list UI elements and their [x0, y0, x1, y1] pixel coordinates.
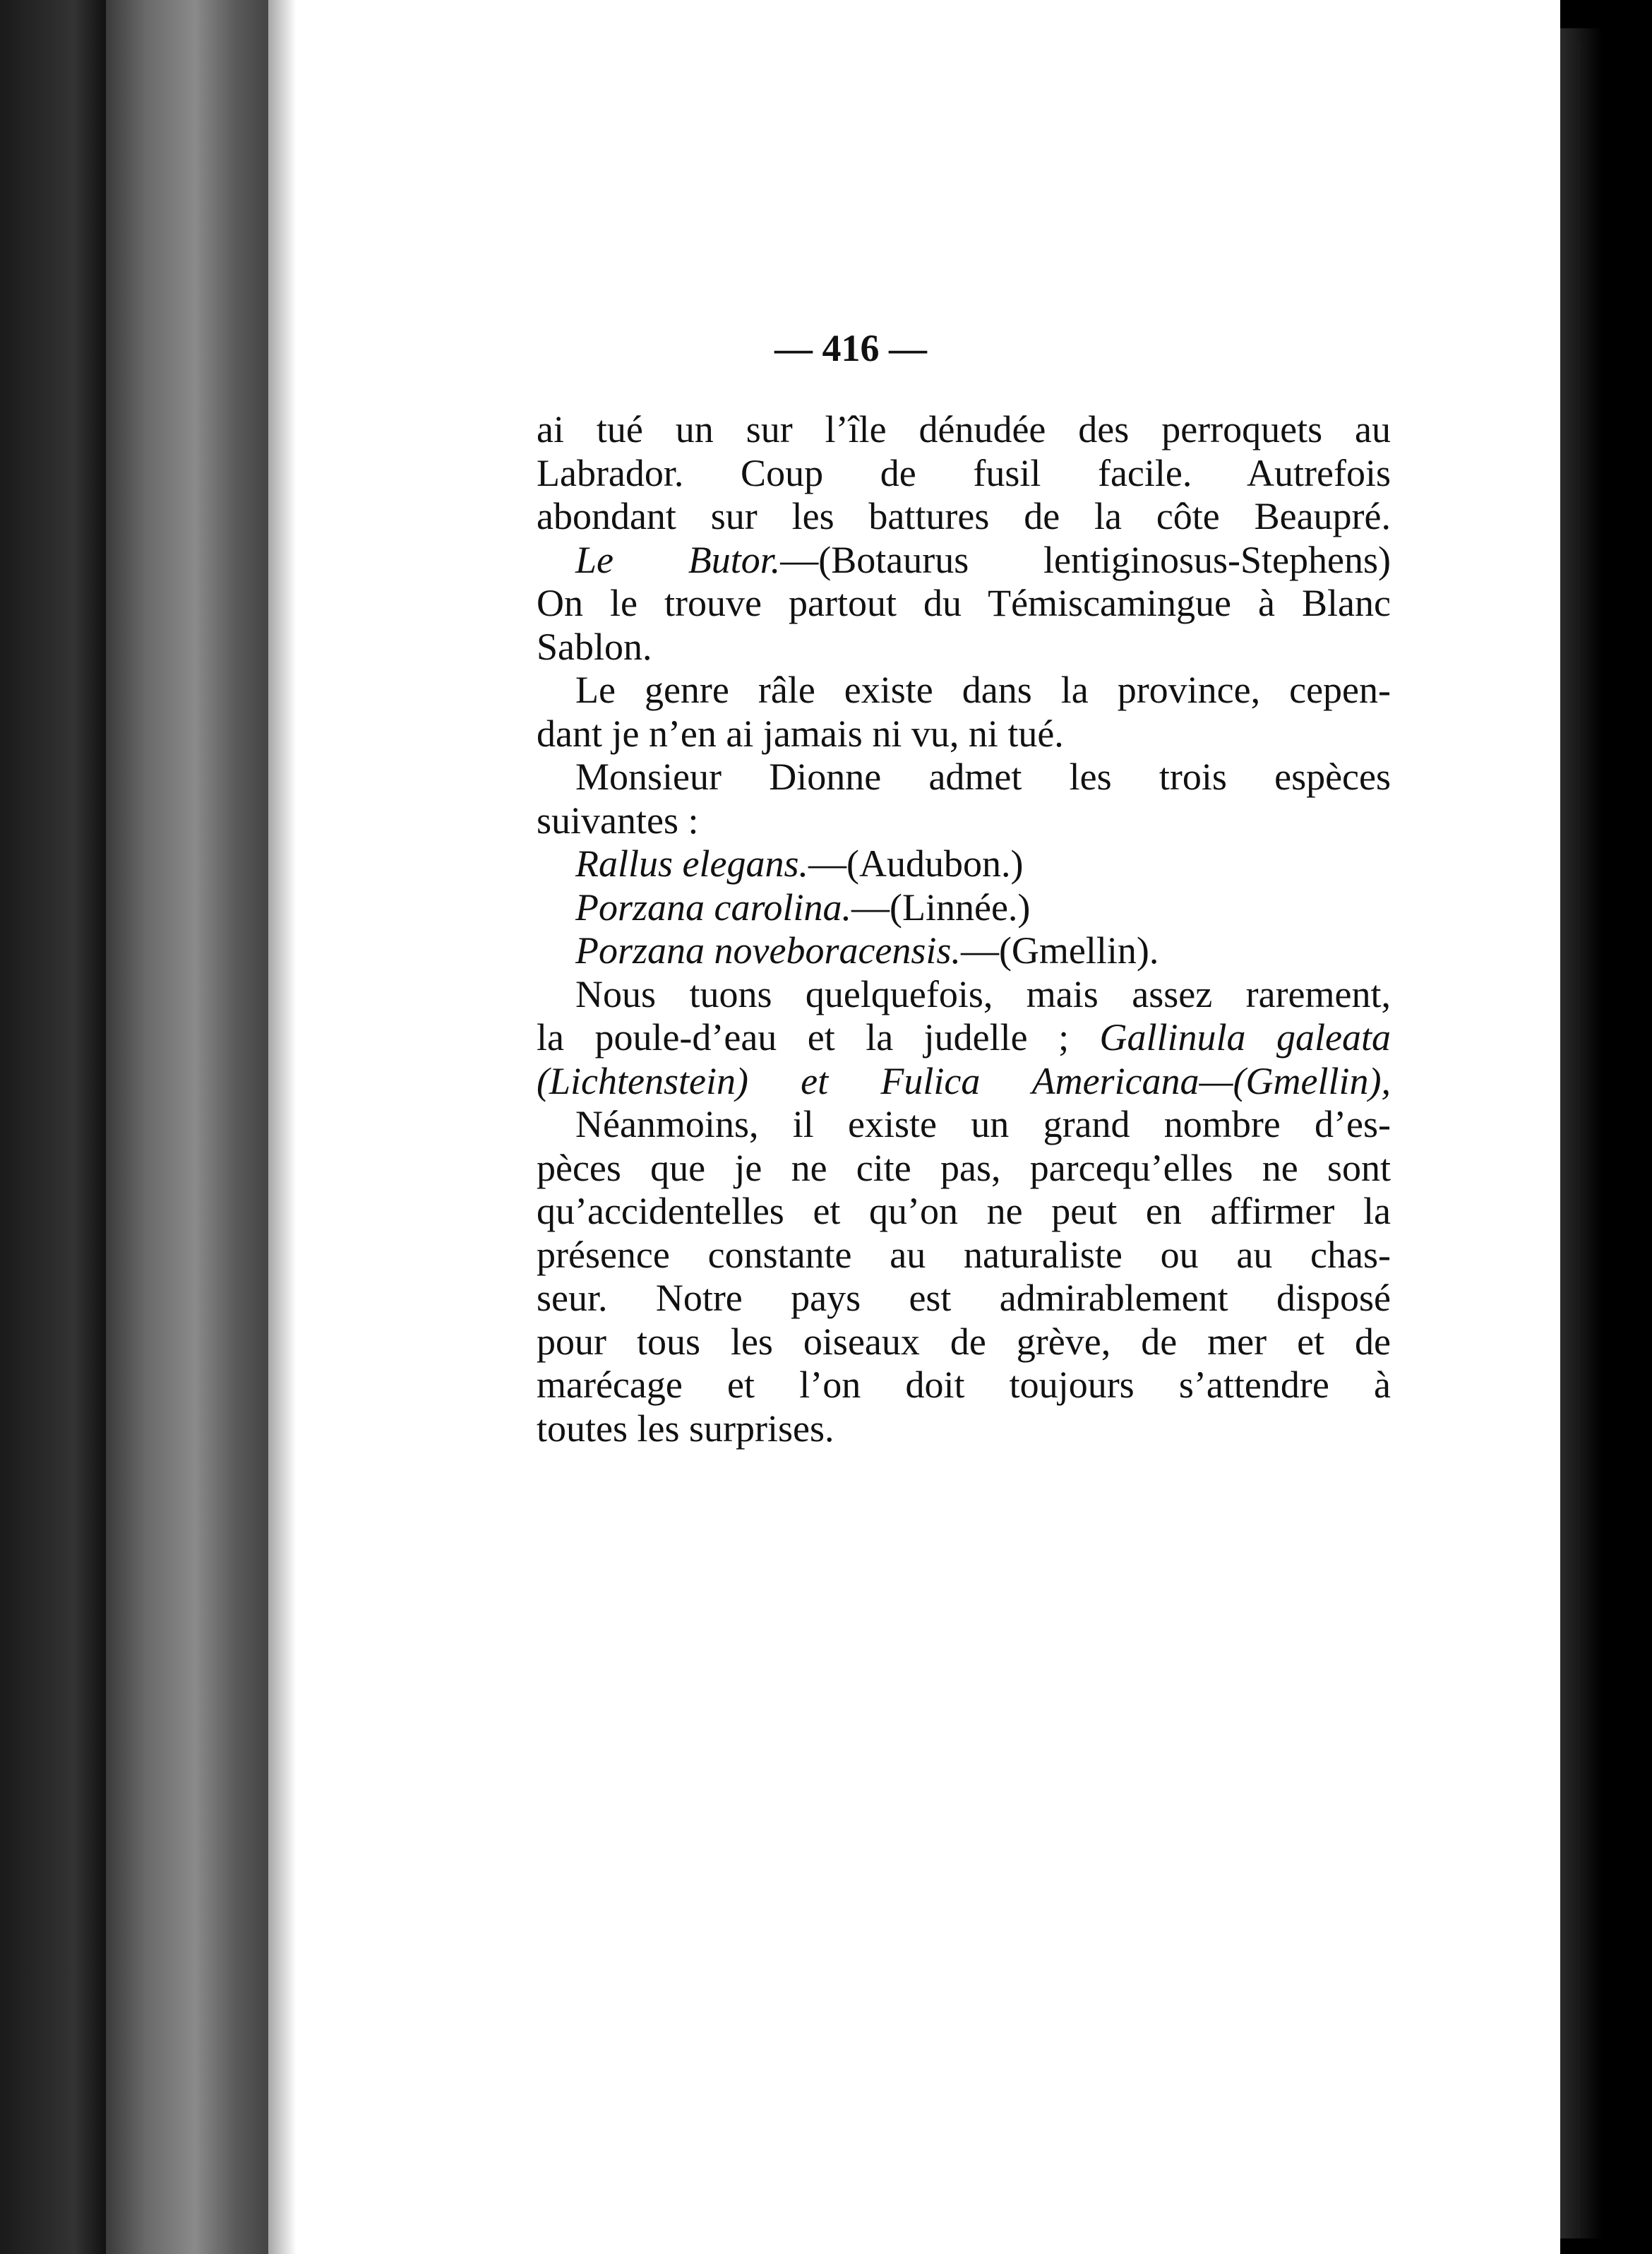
- text-line: [537, 669, 1391, 712]
- italic-text: (Lichtenstein) et Fulica Americana—(Gmellin),: [537, 1059, 1391, 1102]
- italic-text: Porzana carolina.: [575, 886, 851, 929]
- text-line: [537, 756, 1391, 799]
- text-run: —(Linnée.): [851, 886, 1031, 929]
- text-line: [537, 886, 1391, 930]
- text-run: marécage et l’on doit toujours s’attendre à: [537, 1364, 1391, 1406]
- text-run: —(Botaurus lentiginosus-Stephens): [780, 538, 1391, 581]
- text-run: abondant sur les battures de la côte Beaupré.: [537, 495, 1391, 537]
- text-line: [537, 1364, 1391, 1407]
- text-run: Nous tuons quelquefois, mais assez rarement,: [575, 972, 1391, 1015]
- text-run: suivantes :: [537, 799, 699, 842]
- text-run: Le genre râle existe dans la province, cepen-: [575, 669, 1391, 711]
- text-line: [537, 1103, 1391, 1147]
- text-run: présence constante au naturaliste ou au chas-: [537, 1233, 1391, 1276]
- text-run: Labrador. Coup de fusil facile. Autrefois: [537, 451, 1391, 494]
- text-run: On le trouve partout du Témiscamingue à Blanc: [537, 582, 1391, 624]
- text-line: [537, 799, 1391, 843]
- text-line: [537, 1190, 1391, 1234]
- text-line: [537, 973, 1391, 1017]
- italic-text: Rallus elegans.: [575, 842, 808, 885]
- text-run: Sablon.: [537, 625, 652, 668]
- text-line: [537, 408, 1391, 452]
- text-line: [537, 539, 1391, 583]
- text-line: [537, 929, 1391, 973]
- right-edge-line: [1576, 42, 1580, 2238]
- text-run: ai tué un sur l’île dénudée des perroquets au: [537, 408, 1391, 451]
- italic-text: Gallinula galeata: [1099, 1016, 1391, 1059]
- text-line: [537, 712, 1391, 756]
- text-run: toutes les surprises.: [537, 1407, 834, 1450]
- text-run: —(Audubon.): [808, 842, 1024, 885]
- text-line: [537, 1234, 1391, 1277]
- text-run: Monsieur Dionne admet les trois espèces: [575, 756, 1391, 798]
- text-run: la poule-d’eau et la judelle ;: [537, 1016, 1100, 1059]
- text-line: [537, 495, 1391, 539]
- text-line: [537, 626, 1391, 669]
- text-line: [537, 582, 1391, 626]
- italic-text: Le Butor.: [575, 538, 781, 581]
- italic-text: Porzana noveboracensis.: [575, 929, 961, 972]
- text-run: qu’accidentelles et qu’on ne peut en affirmer la: [537, 1190, 1391, 1232]
- page-number: — 416 —: [774, 327, 927, 369]
- text-run: dant je n’en ai jamais ni vu, ni tué.: [537, 712, 1064, 755]
- text-run: pour tous les oiseaux de grève, de mer et de: [537, 1320, 1391, 1363]
- text-line: [537, 1147, 1391, 1191]
- text-line: [537, 1320, 1391, 1364]
- text-line: [537, 1016, 1391, 1060]
- text-run: seur. Notre pays est admirablement disposé: [537, 1277, 1391, 1319]
- text-line: [537, 1407, 1391, 1451]
- text-line: [537, 1277, 1391, 1320]
- text-line: [537, 1060, 1391, 1104]
- text-run: —(Gmellin).: [960, 929, 1159, 972]
- text-run: Néanmoins, il existe un grand nombre d’es-: [575, 1103, 1391, 1145]
- body-text: [537, 408, 1391, 1450]
- text-run: pèces que je ne cite pas, parcequ’elles ne sont: [537, 1146, 1391, 1189]
- text-line: [537, 452, 1391, 496]
- text-line: [537, 842, 1391, 886]
